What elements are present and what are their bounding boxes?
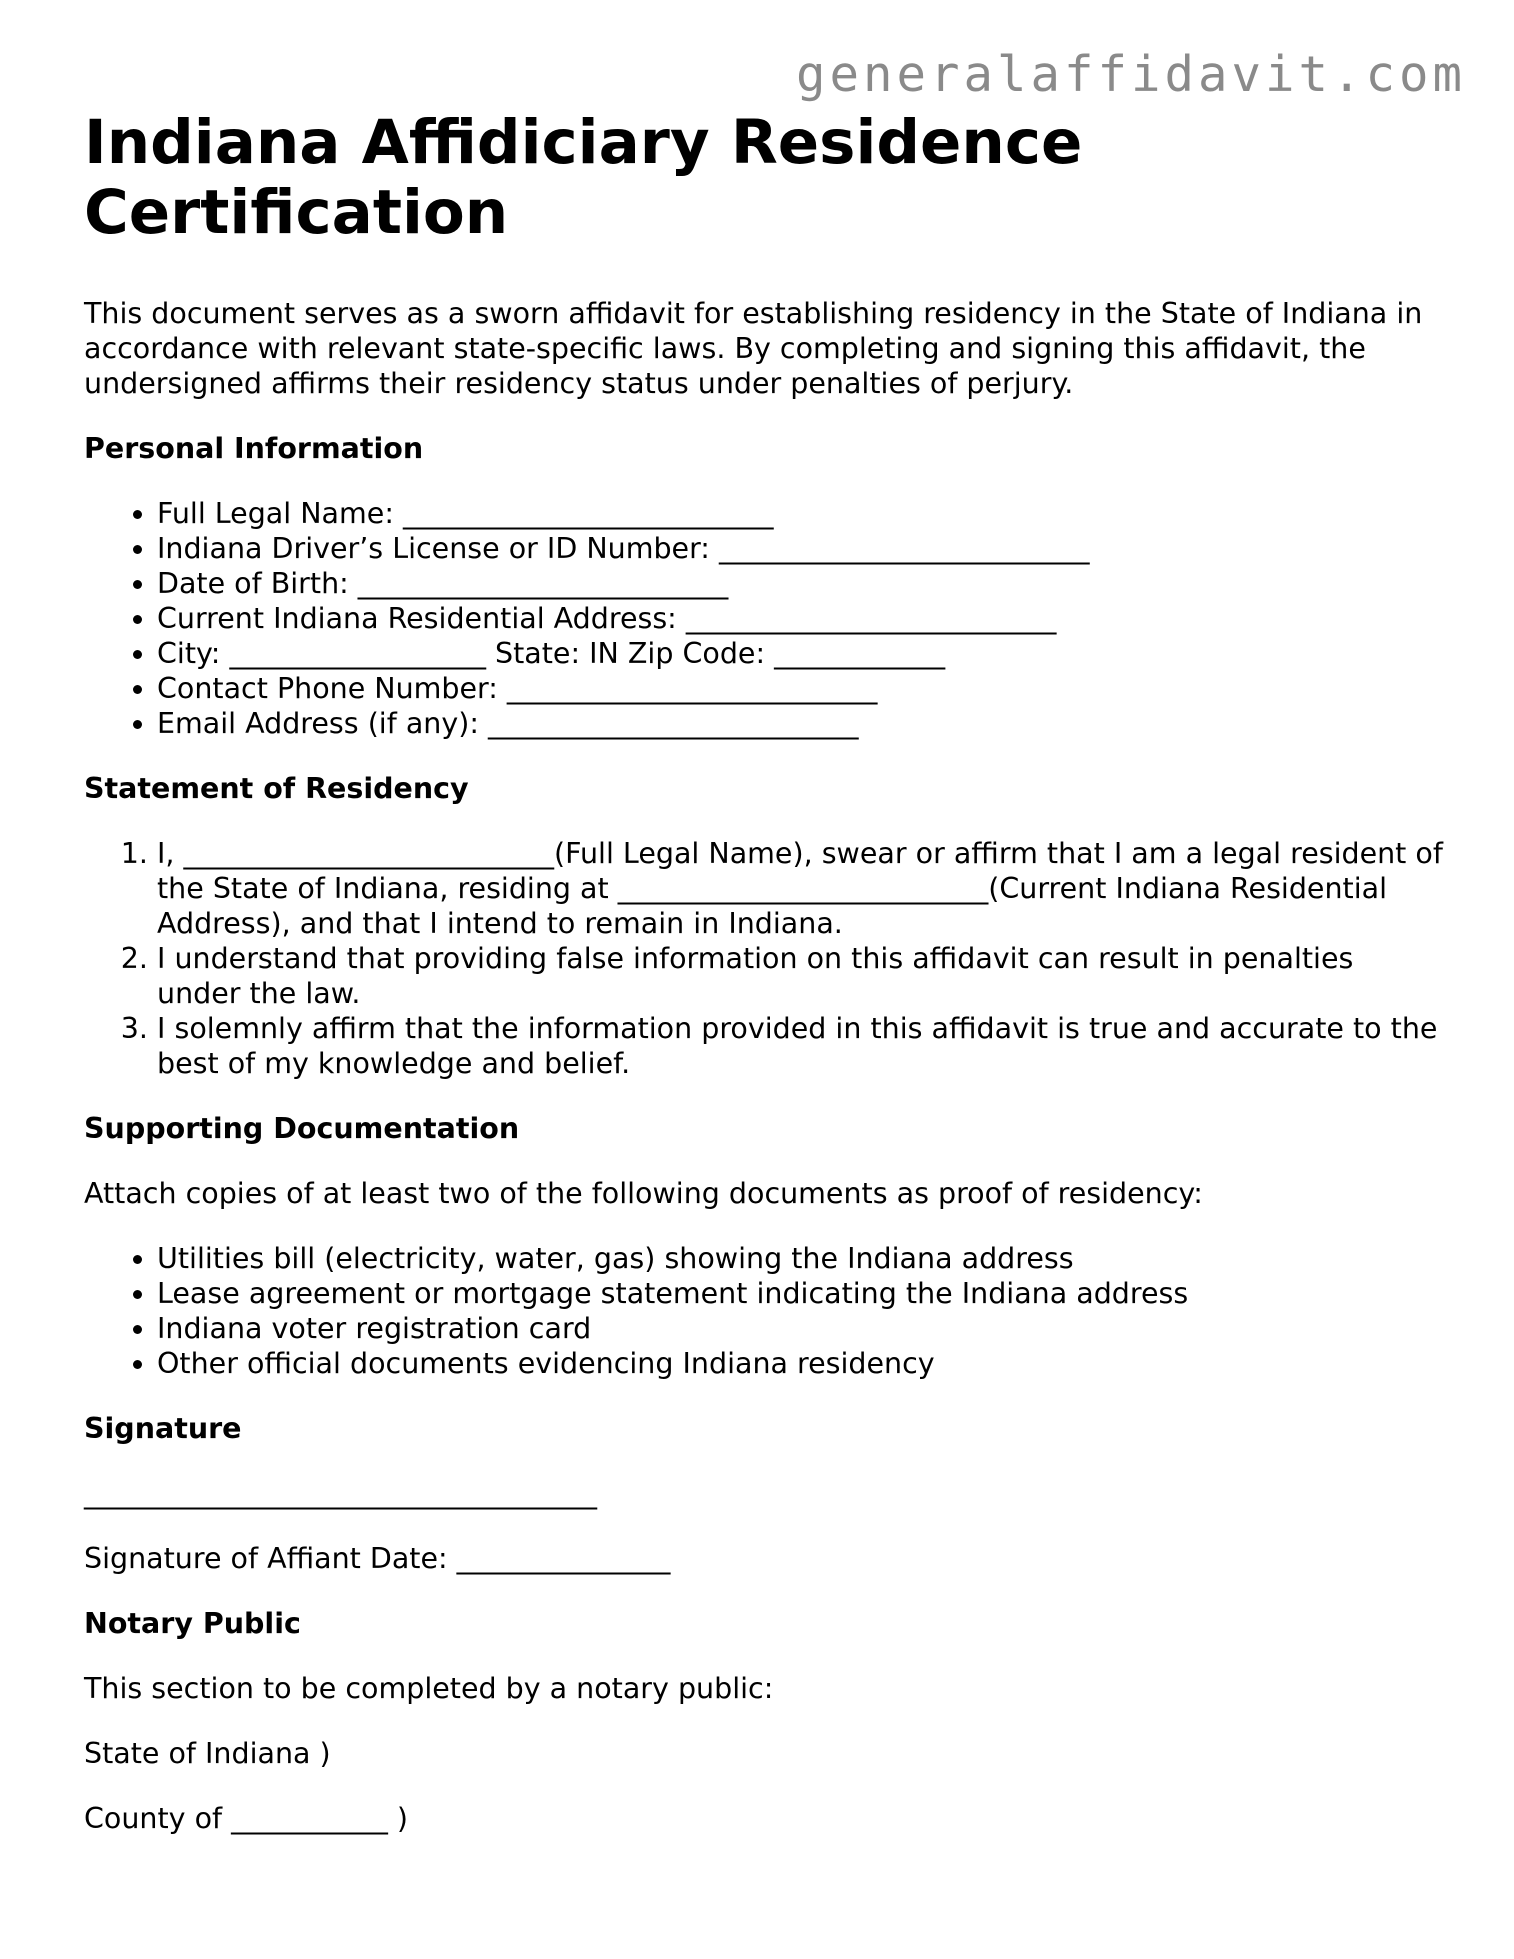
intro-paragraph: This document serves as a sworn affidavit for establishing residency in the State of Indiana in accordance with relevant state-specific laws. By completing and signing this affidavit, the undersigned affirms their residency status under penalties of perjury. — [84, 297, 1423, 400]
field-full-legal-name: • Full Legal Name: __________________________ — [157, 496, 1444, 531]
supporting-docs-list — [84, 1241, 1444, 1381]
personal-info-list — [84, 496, 1444, 741]
personal-info-heading: Personal Information — [84, 432, 424, 465]
field-phone: • Contact Phone Number: __________________________ — [157, 671, 1444, 706]
supporting-doc-item: • Other official documents evidencing Indiana residency — [157, 1346, 1444, 1381]
signature-line: ____________________________________ — [84, 1477, 597, 1510]
statement-item: 2. I understand that providing false information on this affidavit can result in penalties under the law. — [157, 941, 1444, 1011]
statement-item: 1. I, __________________________(Full Legal Name), swear or affirm that I am a legal resident of the State of Indiana, residing at __________________________(Current Indiana Residential Address), and that I intend to remain in Indiana. — [157, 836, 1444, 941]
signature-heading: Signature — [84, 1412, 242, 1445]
supporting-doc-item: • Indiana voter registration card — [157, 1311, 1444, 1346]
supporting-docs-intro: Attach copies of at least two of the following documents as proof of residency: — [84, 1177, 1203, 1210]
notary-state: State of Indiana ) — [84, 1737, 331, 1770]
notary-intro: This section to be completed by a notary public: — [84, 1672, 774, 1705]
supporting-doc-item: • Lease agreement or mortgage statement indicating the Indiana address — [157, 1276, 1444, 1311]
statement-list — [84, 836, 1444, 1081]
signature-label: Signature of Affiant Date: _______________ — [84, 1542, 671, 1575]
field-city-state-zip: • City: __________________ State: IN Zip Code: ____________ — [157, 636, 1444, 671]
supporting-doc-item: • Utilities bill (electricity, water, gas) showing the Indiana address — [157, 1241, 1444, 1276]
supporting-docs-heading: Supporting Documentation — [84, 1112, 520, 1145]
watermark: generalaffidavit.com — [795, 46, 1466, 103]
document-page — [84, 108, 1444, 1836]
notary-county: County of ___________ ) — [84, 1802, 409, 1835]
field-date-of-birth: • Date of Birth: __________________________ — [157, 566, 1444, 601]
notary-heading: Notary Public — [84, 1607, 301, 1640]
statement-item: 3. I solemnly affirm that the information provided in this affidavit is true and accurate to the best of my knowledge and belief. — [157, 1011, 1444, 1081]
document-title: Indiana Affidiciary Residence Certification — [84, 107, 1083, 248]
field-license-id: • Indiana Driver’s License or ID Number: __________________________ — [157, 531, 1444, 566]
field-residential-address: • Current Indiana Residential Address: __________________________ — [157, 601, 1444, 636]
statement-heading: Statement of Residency — [84, 772, 469, 805]
field-email: • Email Address (if any): __________________________ — [157, 706, 1444, 741]
